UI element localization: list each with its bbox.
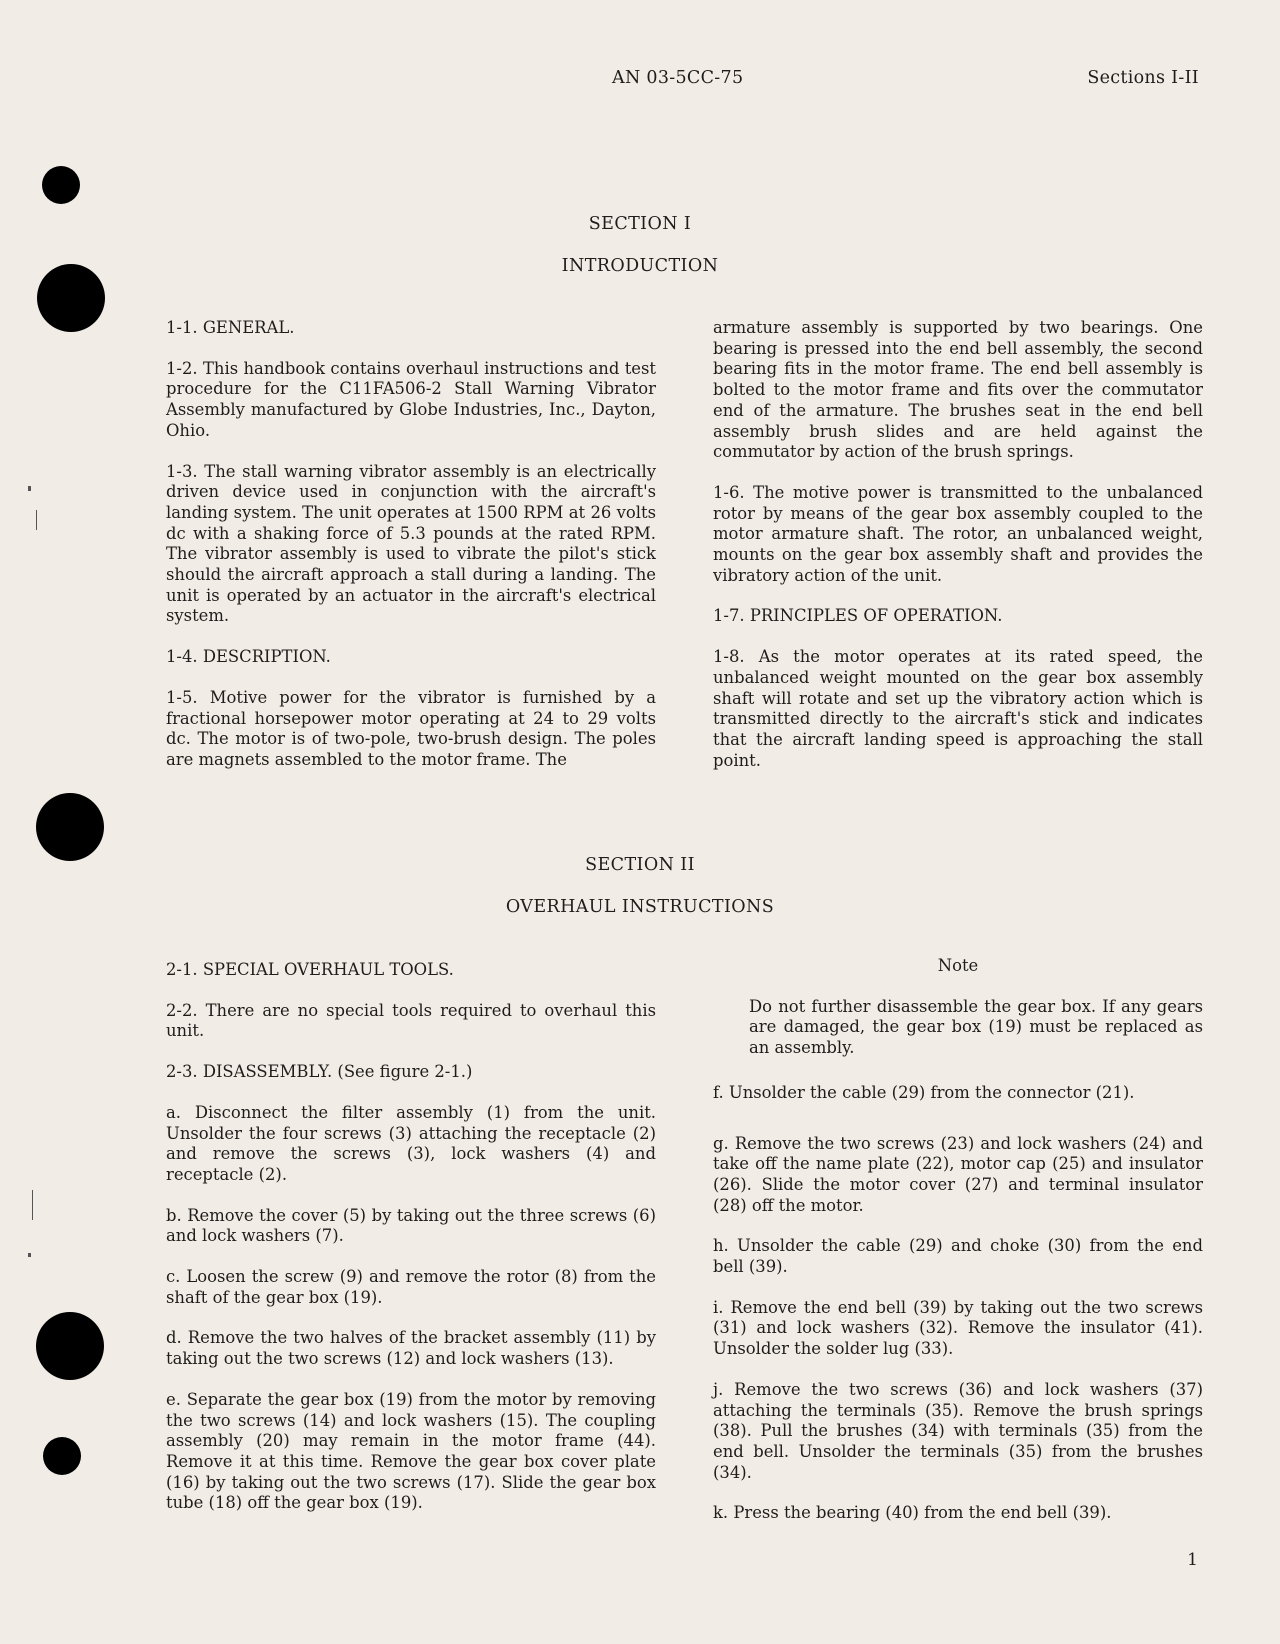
step-f: f. Unsolder the cable (29) from the connector (21). [713, 1082, 1135, 1102]
step-d: d. Remove the two halves of the bracket assembly (11) by taking out the two screws (12) and lock washers (13). [166, 1328, 656, 1369]
scan-mark [28, 486, 31, 491]
paragraph-heading: 2-1. SPECIAL OVERHAUL TOOLS. [166, 960, 454, 979]
step-g: g. Remove the two screws (23) and lock washers (24) and take off the name plate (22), motor cap (25) and insulator (26). Slide the motor cover (27) and terminal insulator (28) off the motor. [713, 1133, 1203, 1215]
paragraph-heading: 1-7. PRINCIPLES OF OPERATION. [713, 606, 1003, 626]
step-k: k. Press the bearing (40) from the end bell (39). [713, 1503, 1112, 1523]
note-title: Note [937, 956, 979, 975]
step-c: c. Loosen the screw (9) and remove the rotor (8) from the shaft of the gear box (19). [166, 1267, 656, 1307]
punch-hole-5 [43, 1437, 81, 1475]
section-2-title: SECTION II [585, 855, 695, 875]
paragraph: 1-3. The stall warning vibrator assembly is an electrically driven device used in conjunction with the aircraft's landing system. The unit operates at 1500 RPM at 26 volts dc with a shaking force of 5.3 pounds at the rated RPM. The vibrator assembly is used to vibrate the pilot's stick should the aircraft approach a stall during a landing. The unit is operated by an actuator in the aircraft's electrical system. [166, 461, 656, 626]
section-2-left-column [166, 960, 656, 1534]
section-1-right-column [713, 318, 1203, 791]
step-h: h. Unsolder the cable (29) and choke (30) from the end bell (39). [713, 1236, 1203, 1277]
paragraph-heading: 2-3. DISASSEMBLY. (See figure 2-1.) [166, 1062, 473, 1082]
section-1-title: SECTION I [588, 214, 692, 234]
paragraph-heading: 1-4. DESCRIPTION. [166, 647, 331, 667]
step-e: e. Separate the gear box (19) from the motor by removing the two screws (14) and lock washers (15). The coupling assembly (20) may remain in the motor frame (44). Remove it at this time. Remove the gear box cover plate (16) by taking out the two screws (17). Slide the gear box tube (18) off the gear box (19). [166, 1389, 656, 1513]
step-j: j. Remove the two screws (36) and lock washers (37) attaching the terminals (35). Remove the brush springs (38). Pull the brushes (34) with terminals (35) from the end bell. Unsolder the terminals (35) from the brushes (34). [713, 1379, 1203, 1482]
section-2-right-column [713, 956, 1203, 1544]
paragraph: armature assembly is supported by two bearings. One bearing is pressed into the end bell assembly, the second bearing fits in the motor frame. The end bell assembly is bolted to the motor frame and fits over the commutator end of the armature. The brushes seat in the end bell assembly brush slides and are held against the commutator by action of the brush springs. [713, 318, 1203, 462]
page-number: 1 [1187, 1550, 1198, 1570]
paragraph: 1-8. As the motor operates at its rated speed, the unbalanced weight mounted on the gear box assembly shaft will rotate and set up the vibratory action which is transmitted directly to the aircraft's stick and indicates that the aircraft landing speed is approaching the stall point. [713, 647, 1203, 770]
note-body: Do not further disassemble the gear box. If any gears are damaged, the gear box (19) must be replaced as an assembly. [749, 996, 1203, 1058]
section-2-subtitle: OVERHAUL INSTRUCTIONS [505, 897, 775, 917]
step-i: i. Remove the end bell (39) by taking out the two screws (31) and lock washers (32). Remove the insulator (41). Unsolder the solder lug (33). [713, 1297, 1203, 1359]
scan-mark [28, 1253, 31, 1257]
punch-hole-4 [36, 1312, 104, 1380]
paragraph-heading: 1-1. GENERAL. [166, 318, 295, 337]
step-a: a. Disconnect the filter assembly (1) from the unit. Unsolder the four screws (3) attaching the receptacle (2) and remove the screws (3), lock washers (4) and receptacle (2). [166, 1102, 656, 1184]
scan-mark [32, 1190, 33, 1220]
section-1-left-column [166, 318, 656, 791]
punch-hole-3 [36, 793, 104, 861]
section-1-subtitle: INTRODUCTION [561, 256, 719, 276]
sections-label: Sections I-II [1087, 68, 1199, 88]
document-number: AN 03-5CC-75 [612, 68, 744, 88]
paragraph: 1-6. The motive power is transmitted to the unbalanced rotor by means of the gear box assembly coupled to the motor armature shaft. The rotor, an unbalanced weight, mounts on the gear box assembly shaft and provides the vibratory action of the unit. [713, 482, 1203, 585]
punch-hole-1 [42, 166, 80, 204]
scan-mark [36, 510, 37, 530]
paragraph: 2-2. There are no special tools required to overhaul this unit. [166, 1000, 656, 1041]
step-b: b. Remove the cover (5) by taking out the three screws (6) and lock washers (7). [166, 1205, 656, 1246]
paragraph: 1-2. This handbook contains overhaul instructions and test procedure for the C11FA506-2 Stall Warning Vibrator Assembly manufactured by Globe Industries, Inc., Dayton, Ohio. [166, 358, 656, 440]
paragraph: 1-5. Motive power for the vibrator is furnished by a fractional horsepower motor operating at 24 to 29 volts dc. The motor is of two-pole, two-brush design. The poles are magnets assembled to the motor frame. The [166, 687, 656, 769]
